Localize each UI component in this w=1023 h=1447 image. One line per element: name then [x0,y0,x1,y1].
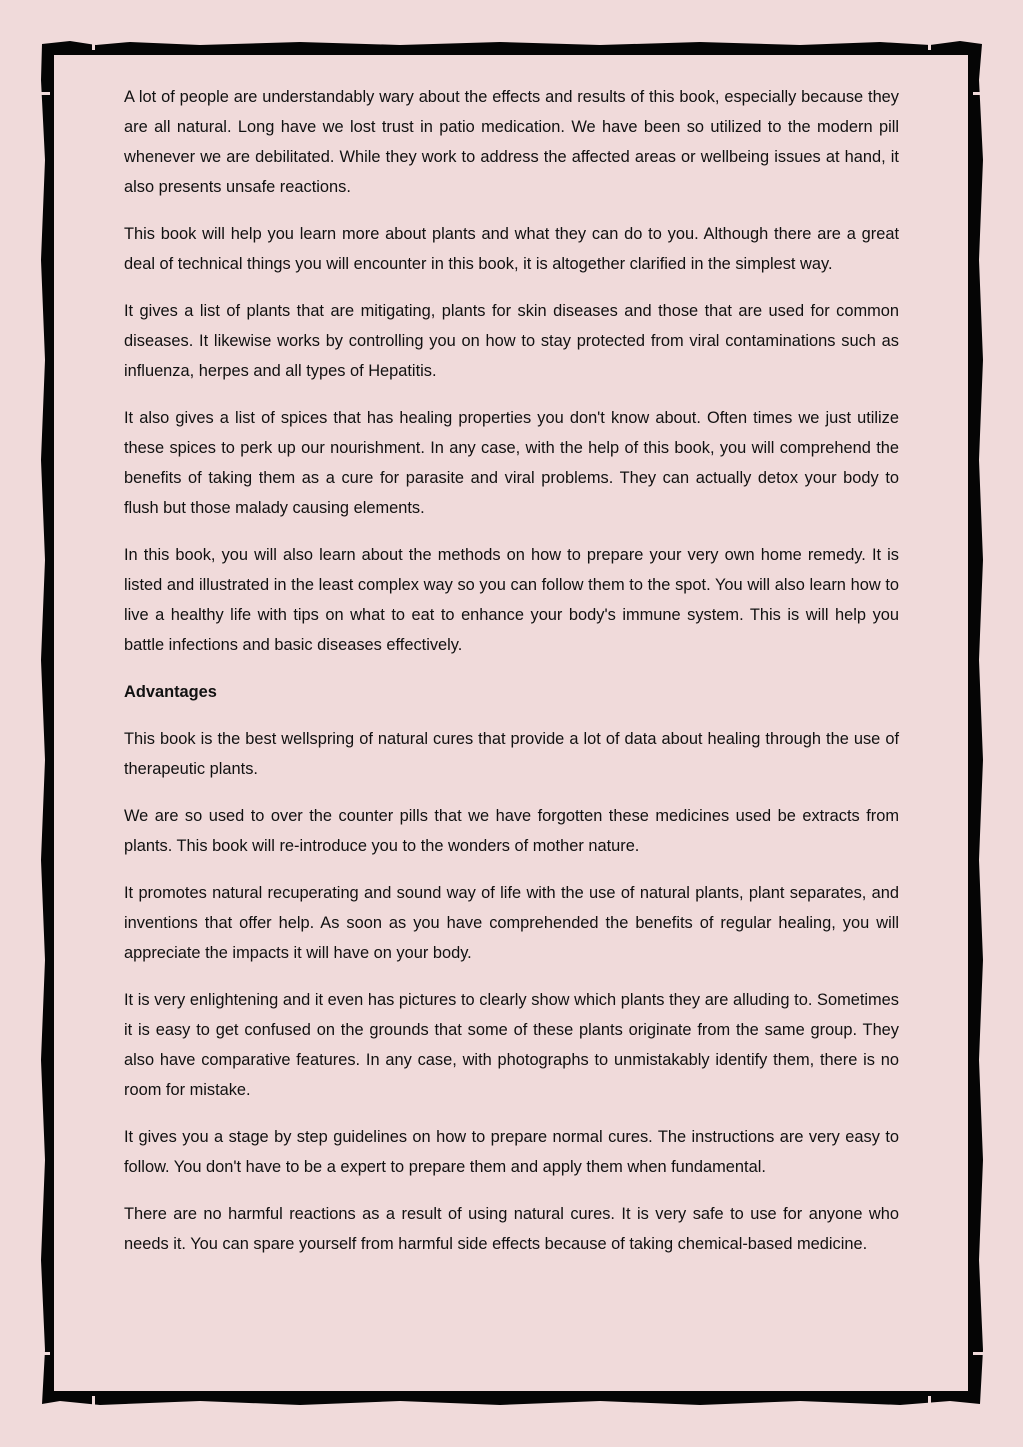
paragraph: A lot of people are understandably wary about the effects and results of this book, especially because they are all natural. Long have we lost trust in patio medication. We have been so utilized to the modern pill whenever we are debilitated. While they work to address the affected areas or wellbeing issues at hand, it also presents unsafe reactions. [124,88,899,196]
corner-notch-bottom-right [928,1396,931,1406]
corner-notch-bottom-left [92,1396,95,1406]
paragraph: In this book, you will also learn about the methods on how to prepare your very own home remedy. It is listed and illustrated in the least complex way so you can follow them to the spot. You will also learn how to live a healthy life with tips on what to eat to enhance your body's immune system. This is will help you battle infections and basic diseases effectively. [124,546,899,654]
corner-notch-left-top [40,92,50,95]
paragraph: It gives you a stage by step guidelines on how to prepare normal cures. The instructions are very easy to follow. You don't have to be a expert to prepare them and apply them when fundamental. [124,1128,899,1176]
section-heading-advantages: Advantages [124,683,217,701]
paragraph: This book is the best wellspring of natural cures that provide a lot of data about healing through the use of therapeutic plants. [124,730,899,778]
paragraph: It is very enlightening and it even has pictures to clearly show which plants they are alluding to. Sometimes it is easy to get confused on the grounds that some of these plants originate from the same group. They also have comparative features. In any case, with photographs to unmistakably identify them, there is no room for mistake. [124,991,899,1099]
paragraph: We are so used to over the counter pills that we have forgotten these medicines used be extracts from plants. This book will re-introduce you to the wonders of mother nature. [124,807,899,855]
corner-notch-top-left [92,40,95,50]
paragraph: It promotes natural recuperating and sound way of life with the use of natural plants, plant separates, and inventions that offer help. As soon as you have comprehended the benefits of regular healing, you will appreciate the impacts it will have on your body. [124,884,899,962]
corner-notch-right-top [973,92,983,95]
paragraph: There are no harmful reactions as a result of using natural cures. It is very safe to use for anyone who needs it. You can spare yourself from harmful side effects because of taking chemical-based medicine. [124,1205,899,1253]
paragraph: This book will help you learn more about plants and what they can do to you. Although there are a great deal of technical things you will encounter in this book, it is altogether clarified in the simplest way. [124,225,899,273]
paragraph: It also gives a list of spices that has healing properties you don't know about. Often times we just utilize these spices to perk up our nourishment. In any case, with the help of this book, you will comprehend the benefits of taking them as a cure for parasite and viral problems. They can actually detox your body to flush but those malady causing elements. [124,409,899,517]
corner-notch-left-bottom [40,1352,50,1355]
document-body [124,82,899,1276]
corner-notch-right-bottom [973,1352,983,1355]
paragraph: It gives a list of plants that are mitigating, plants for skin diseases and those that are used for common diseases. It likewise works by controlling you on how to stay protected from viral contaminations such as influenza, herpes and all types of Hepatitis. [124,302,899,380]
corner-notch-top-right [928,40,931,50]
